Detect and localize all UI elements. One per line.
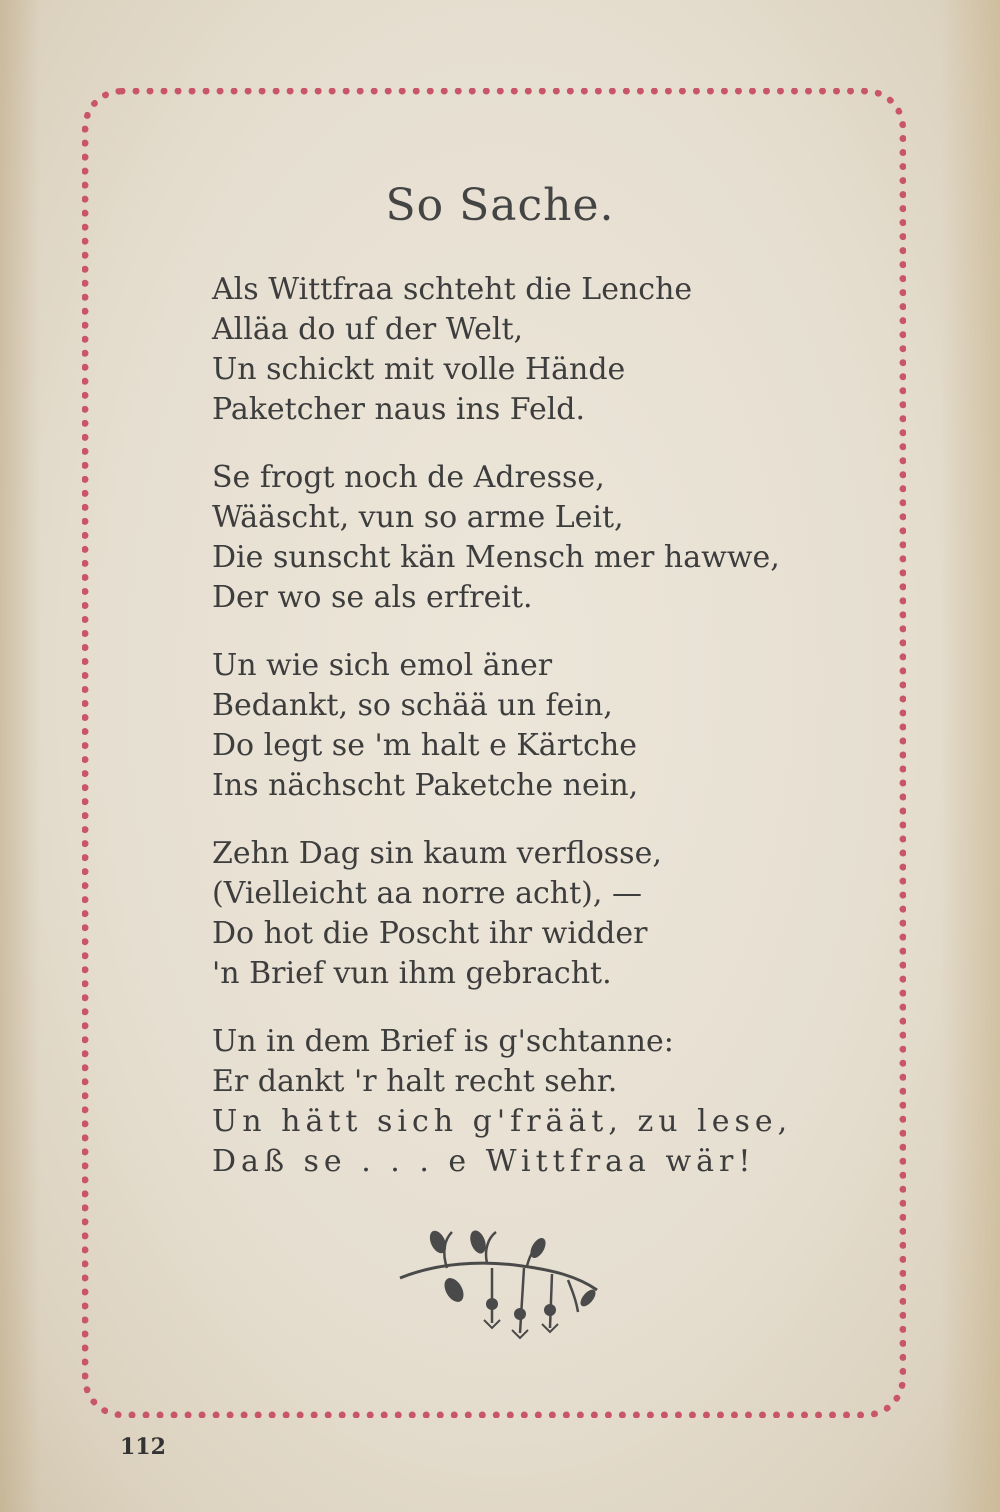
- poem-line: Er dankt 'r halt recht sehr.: [212, 1064, 618, 1099]
- stanza-2: [212, 458, 852, 618]
- poem-line: (Vielleicht aa norre acht), —: [212, 876, 642, 911]
- poem-line: Un schickt mit volle Hände: [212, 352, 626, 387]
- poem-line: Wääscht, vun so arme Leit,: [212, 500, 624, 535]
- poem-line: Alläa do uf der Welt,: [212, 312, 524, 347]
- poem-line: Als Wittfraa schteht die Lenche: [212, 272, 693, 307]
- poem-line: Do legt se 'm halt e Kärtche: [212, 728, 637, 763]
- poem-line: Der wo se als erfreit.: [212, 580, 533, 615]
- stanza-5: [212, 1022, 852, 1182]
- poem-line: Do hot die Poscht ihr widder: [212, 916, 648, 951]
- poem-line: Bedankt, so schää un fein,: [212, 688, 613, 723]
- poem-line: Se frogt noch de Adresse,: [212, 460, 605, 495]
- stanza-1: [212, 270, 852, 430]
- poem-line: Die sunscht kän Mensch mer hawwe,: [212, 540, 780, 575]
- poem-line: Daß se . . . e Wittfraa wär!: [212, 1144, 756, 1179]
- poem-line: 'n Brief vun ihm gebracht.: [212, 956, 612, 991]
- poem-line: Un wie sich emol äner: [212, 648, 553, 683]
- stanza-3: [212, 646, 852, 806]
- poem-title: So Sache.: [385, 180, 615, 231]
- poem-line: Un in dem Brief is g'schtanne:: [212, 1024, 674, 1059]
- poem-line: Zehn Dag sin kaum verflosse,: [212, 836, 662, 871]
- poem-line: Ins nächscht Paketche nein,: [212, 768, 639, 803]
- poem-line: Paketcher naus ins Feld.: [212, 392, 586, 427]
- page-number: 112: [120, 1434, 166, 1460]
- stanza-4: [212, 834, 852, 994]
- poem-line: Un hätt sich g'fräät, zu lese,: [212, 1104, 793, 1139]
- floral-ornament-icon: [392, 1228, 602, 1343]
- poem-body: [212, 270, 852, 1210]
